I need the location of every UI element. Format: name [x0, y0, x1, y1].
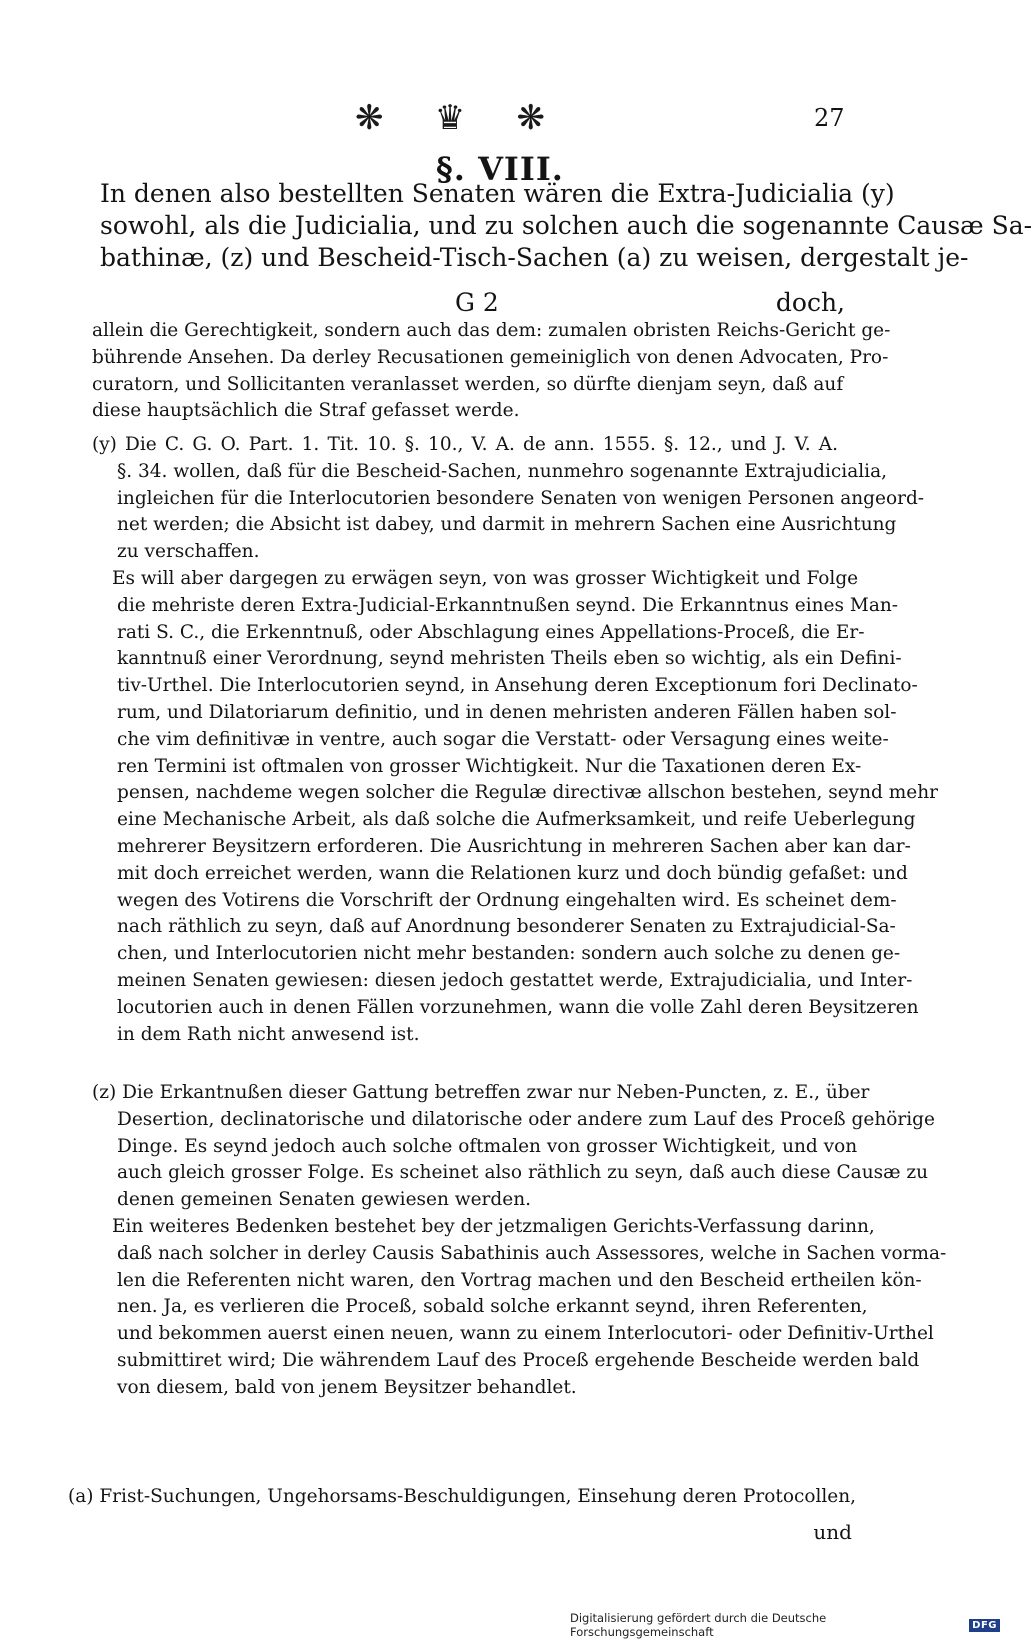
catchword: doch,: [775, 288, 845, 317]
header-ornament: [355, 98, 545, 138]
note-line: daß nach solcher in derley Causis Sabathinis auch Assessores, welche in Sachen vorma-: [117, 1242, 947, 1264]
note-line: pensen, nachdeme wegen solcher die Regulæ directivæ allschon bestehen, seynd mehr: [117, 782, 939, 804]
flower-ornament-left-icon: ❋: [355, 98, 384, 138]
note-line: Ein weiteres Bedenken bestehet bey der jetzmaligen Gerichts-Verfassung darinn,: [112, 1215, 875, 1237]
note-continuation: [92, 318, 891, 425]
funding-notice: Digitalisierung gefördert durch die Deutsche Forschungsgemeinschaft: [570, 1611, 827, 1639]
note-line: die mehriste deren Extra-Judicial-Erkanntnußen seynd. Die Erkanntnus eines Man-: [117, 594, 899, 616]
text-line: bathinæ, (z) und Bescheid-Tisch-Sachen (a) zu weisen, dergestalt je-: [100, 243, 969, 272]
text-line: sowohl, als die Judicialia, und zu solchen auch die sogenannte Causæ Sa-: [100, 211, 1032, 240]
note-line: nen. Ja, es verlieren die Proceß, sobald solche erkannt seynd, ihren Referenten,: [117, 1296, 868, 1318]
note-line: mit doch erreichet werden, wann die Relationen kurz und doch bündig gefaßet: und: [117, 862, 908, 884]
note-line: §. 34. wollen, daß für die Bescheid-Sachen, nunmehro sogenannte Extrajudicialia,: [117, 460, 887, 482]
note-line: che vim definitivæ in ventre, auch sogar die Verstatt- oder Versagung eines weite-: [117, 728, 889, 750]
note-line: bührende Ansehen. Da derley Recusationen gemeiniglich von denen Advocaten, Pro-: [92, 346, 889, 368]
note-line: in dem Rath nicht anwesend ist.: [117, 1023, 420, 1045]
signature-mark: G 2: [455, 288, 499, 317]
flower-ornament-right-icon: ❋: [516, 98, 545, 138]
note-line: auch gleich grosser Folge. Es scheinet also räthlich zu seyn, daß auch diese Causæ zu: [117, 1162, 929, 1184]
note-line: Es will aber dargegen zu erwägen seyn, von was grosser Wichtigkeit und Folge: [112, 567, 859, 589]
note-line: diese hauptsächlich die Straf gefasset werde.: [92, 400, 520, 422]
note-line: denen gemeinen Senaten gewiesen werden.: [117, 1189, 531, 1211]
footnote-z: [92, 1080, 947, 1402]
footnote-y: [92, 432, 939, 1048]
note-line: allein die Gerechtigkeit, sondern auch das dem: zumalen obristen Reichs-Gericht ge-: [92, 320, 891, 341]
page-number: 27: [814, 104, 845, 132]
note-line: rati S. C., die Erkenntnuß, oder Abschlagung eines Appellations-Proceß, die Er-: [117, 621, 865, 643]
crown-ornament-icon: ♛: [434, 98, 466, 138]
note-line: rum, und Dilatoriarum definitio, und in denen mehristen anderen Fällen haben sol-: [117, 701, 897, 723]
note-line: tiv-Urthel. Die Interlocutorien seynd, in Ansehung deren Exceptionum fori Declinato-: [117, 675, 918, 697]
note-line: Dinge. Es seynd jedoch auch solche oftmalen von grosser Wichtigkeit, und von: [117, 1135, 858, 1157]
note-line: (a) Frist-Suchungen, Ungehorsams-Beschuldigungen, Einsehung deren Protocollen,: [68, 1486, 857, 1507]
note-line: ren Termini ist oftmalen von grosser Wichtigkeit. Nur die Taxationen deren Ex-: [117, 755, 862, 777]
note-line: kanntnuß einer Verordnung, seynd mehristen Theils eben so wichtig, als ein Defini-: [117, 648, 902, 670]
dfg-footer: [570, 1608, 1000, 1642]
section-title: §. VIII.: [436, 150, 564, 188]
note-line: chen, und Interlocutorien nicht mehr bestanden: sondern auch solche zu denen ge-: [117, 943, 901, 965]
note-line: wegen des Votirens die Vorschrift der Ordnung eingehalten wird. Es scheinet dem-: [117, 889, 897, 911]
footer-catchword: und: [813, 1520, 852, 1544]
note-line: eine Mechanische Arbeit, als daß solche die Aufmerksamkeit, und reife Ueberlegung: [117, 809, 916, 831]
text-line: In denen also bestellten Senaten wären die Extra-Judicialia (y): [100, 179, 895, 208]
note-line: Desertion, declinatorische und dilatorische oder andere zum Lauf des Proceß gehörige: [117, 1108, 935, 1130]
note-line: (z) Die Erkantnußen dieser Gattung betreffen zwar nur Neben-Puncten, z. E., über: [92, 1082, 870, 1103]
note-line: len die Referenten nicht waren, den Vortrag machen und den Bescheid ertheilen kön-: [117, 1269, 922, 1291]
note-line: mehrerer Beysitzern erforderen. Die Ausrichtung in mehreren Sachen aber kan dar-: [117, 835, 911, 857]
note-line: curatorn, und Sollicitanten veranlasset werden, so dürfte dienjam seyn, daß auf: [92, 373, 844, 395]
dfg-logo: DFG: [969, 1619, 1000, 1632]
note-line: von diesem, bald von jenem Beysitzer behandlet.: [117, 1376, 577, 1398]
main-paragraph: [100, 178, 1032, 274]
note-line: locutorien auch in denen Fällen vorzunehmen, wann die volle Zahl deren Beysitzeren: [117, 996, 919, 1018]
note-line: zu verschaffen.: [117, 541, 260, 563]
note-line: und bekommen auerst einen neuen, wann zu einem Interlocutori- oder Definitiv-Urthel: [117, 1323, 934, 1345]
note-line: ingleichen für die Interlocutorien besondere Senaten von wenigen Personen angeord-: [117, 487, 925, 509]
footnote-a: [68, 1484, 857, 1511]
note-line: nach räthlich zu seyn, daß auf Anordnung besonderer Senaten zu Extrajudicial-Sa-: [117, 916, 896, 938]
note-line: (y) Die C. G. O. Part. 1. Tit. 10. §. 10., V. A. de ann. 1555. §. 12., und J. V. A.: [92, 434, 838, 455]
note-line: meinen Senaten gewiesen: diesen jedoch gestattet werde, Extrajudicialia, und Inter-: [117, 969, 913, 991]
note-line: net werden; die Absicht ist dabey, und darmit in mehrern Sachen eine Ausrichtung: [117, 514, 897, 536]
note-line: submittiret wird; Die währendem Lauf des Proceß ergehende Bescheide werden bald: [117, 1349, 920, 1371]
